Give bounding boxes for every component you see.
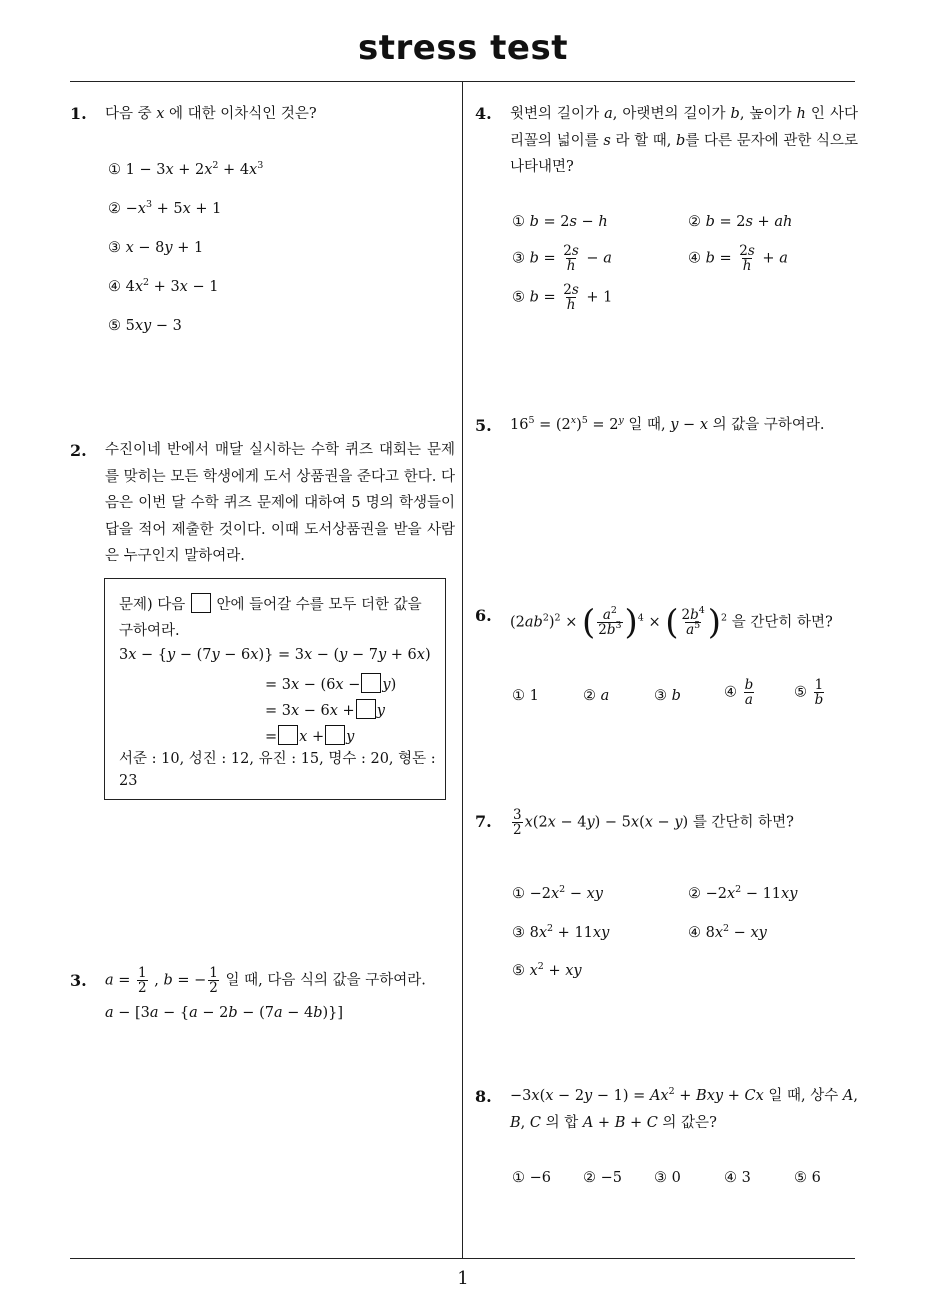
q6-option-1[interactable]: ① 1 <box>512 688 539 704</box>
column-divider <box>462 82 463 1258</box>
q5-number: 5. <box>475 416 492 435</box>
q6-number: 6. <box>475 606 492 625</box>
q6-option-4[interactable]: ④ $\frac{b}{a}$ <box>724 677 754 709</box>
q1-option-2[interactable]: ② $-x^3 + 5x + 1$ <box>108 199 222 217</box>
q3-number: 3. <box>70 971 87 990</box>
page-title: stress test <box>358 28 568 68</box>
q2-eq-2: = 3x − (6x − y) <box>265 673 396 693</box>
q4-number: 4. <box>475 104 492 123</box>
q7-option-5[interactable]: ⑤ $x^2$ + xy <box>512 961 582 979</box>
q4-option-2[interactable]: ② b = 2s + ah <box>688 214 793 230</box>
q3-expression: a − [3a − {a − 2b − (7a − 4b)}] <box>105 1005 344 1021</box>
bottom-rule <box>70 1258 855 1259</box>
q8-number: 8. <box>475 1087 492 1106</box>
q6-option-2[interactable]: ② a <box>583 688 610 704</box>
q3-condition: a = $\frac{1}{2}$ , b = − $\frac{1}{2}$ 일 때, 다음 식의 값을 구하여라. <box>105 965 426 997</box>
q4-option-1[interactable]: ① b = 2s − h <box>512 214 608 230</box>
q7-option-4[interactable]: ④ $8x^2$ − xy <box>688 923 767 941</box>
q4-option-3[interactable]: ③ b = $\frac{2s}{h}$ − a <box>512 243 612 275</box>
q2-box-intro: 문제) 다음 안에 들어갈 수를 모두 더한 값을 <box>119 593 422 614</box>
q1-option-1[interactable]: ① $1 - 3x + 2x^2 + 4x^3$ <box>108 160 264 178</box>
q7-option-2[interactable]: ② $-2x^2 - 11xy$ <box>688 884 798 902</box>
q1-number: 1. <box>70 104 87 123</box>
q1-option-5[interactable]: ⑤ 5xy − 3 <box>108 318 182 334</box>
blank-square <box>191 593 211 613</box>
q8-option-2[interactable]: ② −5 <box>583 1170 622 1186</box>
q6-option-3[interactable]: ③ b <box>654 688 681 704</box>
q7-number: 7. <box>475 812 492 831</box>
q8-option-4[interactable]: ④ 3 <box>724 1170 751 1186</box>
q8-text: $-3x(x - 2y - 1) = Ax^2$ + Bxy + Cx 일 때, 상수 A, B, C 의 합 A + B + C 의 값은? <box>510 1086 858 1131</box>
page-number: 1 <box>457 1268 469 1289</box>
q2-number: 2. <box>70 441 87 460</box>
q7-text: $\frac{3}{2}$ x(2x − 4y) − 5x(x − y) 를 간단히 하면? <box>513 807 794 839</box>
q8-option-1[interactable]: ① −6 <box>512 1170 551 1186</box>
q4-option-4[interactable]: ④ b = $\frac{2s}{h}$ + a <box>688 243 788 275</box>
q1-option-3[interactable]: ③ x − 8y + 1 <box>108 240 204 256</box>
q2-eq-1: 3x − {y − (7y − 6x)} = 3x − (y − 7y + 6x) <box>119 647 431 663</box>
q2-text: 수진이네 반에서 매달 실시하는 수학 퀴즈 대회는 문제를 맞히는 모든 학생에게 도서 상품권을 준다고 한다. 다음은 이번 달 수학 퀴즈 문제에 대하여 5 명의 학생들이 답을 적어 제출한 것이다. 이때 도서상품권을 받을 사람은 누구인지 말하여라. <box>105 442 455 564</box>
q1-option-4[interactable]: ④ $4x^2 + 3x - 1$ <box>108 277 219 295</box>
q8-option-3[interactable]: ③ 0 <box>654 1170 681 1186</box>
q2-problem-box <box>104 578 446 800</box>
q2-eq-4: = x + y <box>265 725 354 745</box>
q6-option-5[interactable]: ⑤ $\frac{1}{b}$ <box>794 677 824 709</box>
q2-answers-cont: 23 <box>119 773 138 789</box>
q4-option-5[interactable]: ⑤ b = $\frac{2s}{h}$ + 1 <box>512 282 613 314</box>
q7-option-1[interactable]: ① $-2x^2$ − xy <box>512 884 603 902</box>
q8-option-5[interactable]: ⑤ 6 <box>794 1170 821 1186</box>
q6-text: $(2ab^2)^2$ × ( $\frac{a^2}{2b^3}$ )$^4$ × ( $\frac{2b^4}{a^5}$ )$^2$ 을 간단히 하면? <box>510 602 833 643</box>
q1-text: 다음 중 x 에 대한 이차식인 것은? <box>105 106 317 122</box>
q2-eq-3: = 3x − 6x + y <box>265 699 385 719</box>
q7-option-3[interactable]: ③ $8x^2 + 11xy$ <box>512 923 610 941</box>
q5-text: $16^5 = (2^x)^5 = 2^y$ 일 때, y − x 의 값을 구하여라. <box>510 415 825 433</box>
q4-text: 윗변의 길이가 a, 아랫변의 길이가 b, 높이가 h 인 사다리꼴의 넓이를 s 라 할 때, b를 다른 문자에 관한 식으로 나타내면? <box>510 106 858 175</box>
q2-box-intro-2: 구하여라. <box>119 623 180 639</box>
q2-answers: 서준 : 10, 성진 : 12, 유진 : 15, 명수 : 20, 형돈 : <box>119 751 436 767</box>
